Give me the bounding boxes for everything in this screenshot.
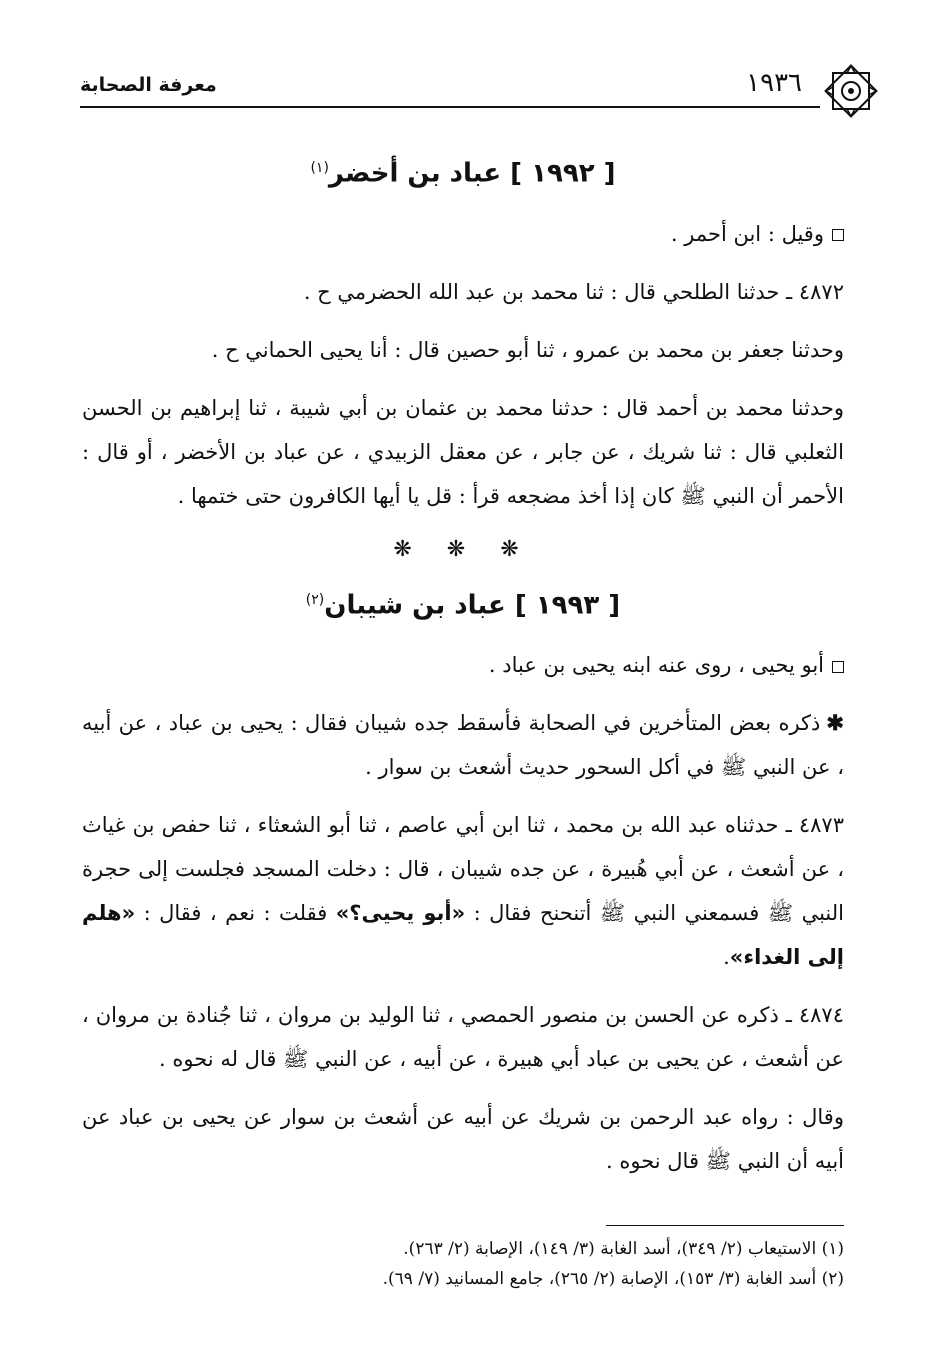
page-number: ١٩٣٦: [746, 68, 802, 98]
header-title: معرفة الصحابة: [80, 74, 217, 96]
square-marker-icon: [832, 229, 844, 241]
entry-name: عباد بن أخضر: [328, 158, 502, 189]
quoted-speech: «أبو يحيى؟»: [335, 901, 466, 926]
paragraph: ٤٨٧٢ ـ حدثنا الطلحي قال : ثنا محمد بن عبد الله الحضرمي ح .: [303, 279, 844, 304]
footnote: (٢) أسد الغابة (٣/ ١٥٣)، الإصابة (٢/ ٢٦٥)، جامع المسانيد (٧/ ٦٩).: [382, 1269, 844, 1289]
entry-number: [ ١٩٩٣ ]: [514, 590, 621, 621]
asterisk-marker-icon: ✱: [826, 710, 844, 736]
header-rule: [80, 106, 820, 108]
paragraph: أبو يحيى ، روى عنه ابنه يحيى بن عباد .: [82, 643, 844, 687]
entry-heading-1993: [82, 580, 844, 626]
paragraph: وحدثنا محمد بن أحمد قال : حدثنا محمد بن عثمان بن أبي شيبة ، ثنا إبراهيم بن الحسن الثعلبي قال : ثنا شريك ، عن جابر ، عن معقل الزبيدي ، عن عباد بن الأخضر ، أو قال : الأحمر أن النبي ﷺ كان إذا أخذ مضجعه قرأ : قل يا أيها الكافرون حتى ختمها .: [82, 395, 844, 508]
paragraph: ٤٨٧٤ ـ ذكره عن الحسن بن منصور الحمصي ، ثنا الوليد بن مروان ، ثنا جُنادة بن مروان ، عن أشعث ، عن يحيى بن عباد أبي هبيرة ، عن أبيه ، عن النبي ﷺ قال له نحوه .: [82, 1003, 844, 1072]
entry-name: عباد بن شيبان: [324, 590, 506, 621]
footnote: (١) الاستيعاب (٢/ ٣٤٩)، أسد الغابة (٣/ ١٤٩)، الإصابة (٢/ ٢٦٣).: [403, 1239, 844, 1259]
footnote-rule: [606, 1225, 844, 1226]
footnote-ref: (١): [310, 160, 329, 176]
paragraph: ✱ذكره بعض المتأخرين في الصحابة فأسقط جده شيبان فقال : يحيى بن عباد ، عن أبيه ، عن النبي ﷺ في أكل السحور حديث أشعث بن سوار .: [82, 710, 844, 780]
quoted-speech: «هلم إلى الغداء»: [82, 901, 844, 970]
footnote-ref: (٢): [305, 591, 325, 608]
running-header: [80, 60, 882, 130]
page-content: [82, 140, 844, 1197]
paragraph: وقيل : ابن أحمر .: [82, 212, 844, 256]
star-ornament-icon: [820, 60, 882, 122]
paragraph: وقال : رواه عبد الرحمن بن شريك عن أبيه عن أشعث بن سوار عن يحيى بن عباد عن أبيه أن النبي ﷺ قال نحوه .: [82, 1105, 844, 1174]
footnotes: [82, 1234, 844, 1294]
section-separator: ❋ ❋ ❋: [393, 536, 533, 562]
square-marker-icon: [832, 661, 844, 673]
entry-heading-1992: [82, 148, 844, 194]
paragraph: وحدثنا جعفر بن محمد بن عمرو ، ثنا أبو حصين قال : أنا يحيى الحماني ح .: [211, 337, 844, 362]
entry-number: [ ١٩٩٢ ]: [510, 158, 616, 189]
paragraph: ٤٨٧٣ ـ حدثناه عبد الله بن محمد ، ثنا ابن أبي عاصم ، ثنا أبو الشعثاء ، ثنا حفص بن غياث ، عن أشعث ، عن أبي هُبيرة ، عن جده شيبان ، قال : دخلت المسجد فجلست إلى حجرة النبي ﷺ فسمعني النبي ﷺ أتنحنح فقال : «أبو يحيى؟» فقلت : نعم ، فقال : «هلم إلى الغداء».: [82, 813, 845, 970]
